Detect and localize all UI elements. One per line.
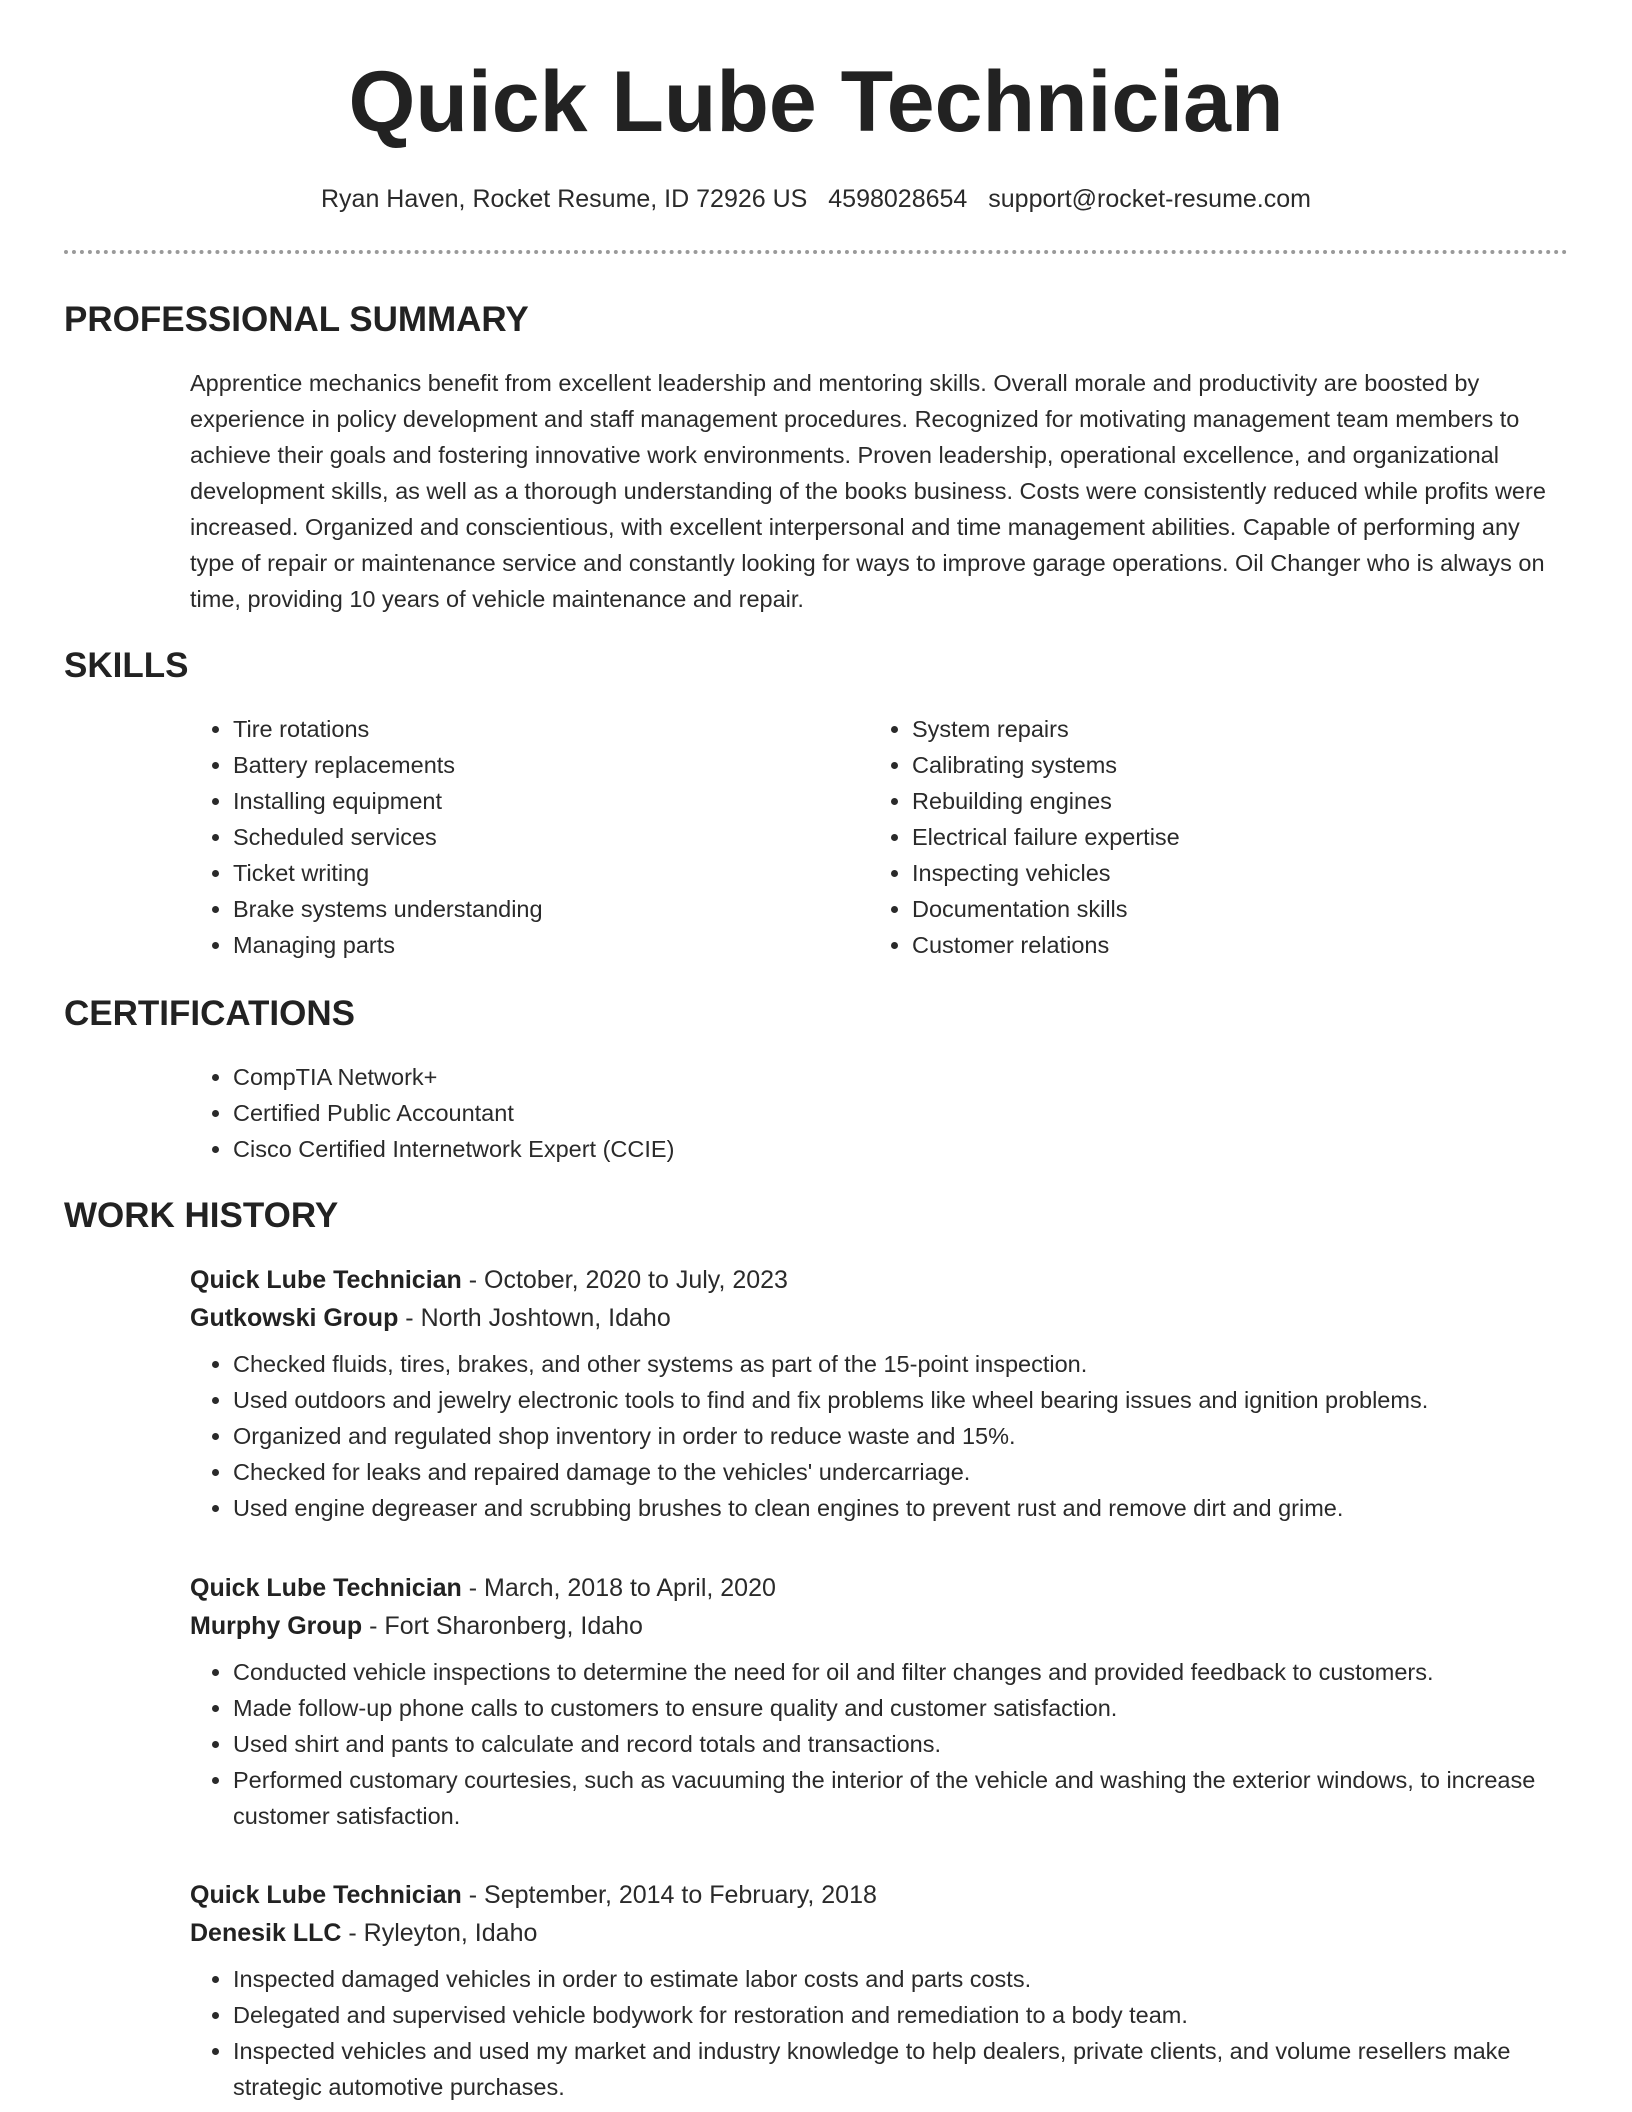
job-title: Quick Lube Technician <box>190 1266 462 1294</box>
list-item: • Checked fluids, tires, brakes, and other systems as part of the 15-point inspection. <box>233 1346 1590 1382</box>
job-title: Quick Lube Technician <box>190 1881 462 1909</box>
skills-heading: SKILLS <box>64 646 189 685</box>
certifications-heading: CERTIFICATIONS <box>64 994 356 1033</box>
list-item: • System repairs <box>912 711 1180 747</box>
job-duties-list <box>190 1346 1590 1526</box>
certifications-block <box>190 1059 674 1167</box>
job-dates: - September, 2014 to February, 2018 <box>461 1881 877 1909</box>
contact-address: Ryan Haven, Rocket Resume, ID 72926 US <box>320 185 808 213</box>
job-location: - North Joshtown, Idaho <box>398 1304 671 1332</box>
list-item: • Cisco Certified Internetwork Expert (CCIE) <box>233 1131 674 1167</box>
list-item: • Inspecting vehicles <box>912 855 1180 891</box>
list-item: • Scheduled services <box>233 819 543 855</box>
list-item: • Ticket writing <box>233 855 543 891</box>
skills-column-left <box>190 711 543 963</box>
list-item: • Brake systems understanding <box>233 891 543 927</box>
job-location: - Fort Sharonberg, Idaho <box>362 1612 643 1640</box>
list-item: • Organized and regulated shop inventory in order to reduce waste and 15%. <box>233 1418 1590 1454</box>
list-item: • Tire rotations <box>233 711 543 747</box>
list-item: • Performed customary courtesies, such as vacuuming the interior of the vehicle and washing the exterior windows, to increase customer satisfaction. <box>233 1762 1590 1834</box>
list-item: • Conducted vehicle inspections to determine the need for oil and filter changes and provided feedback to customers. <box>233 1654 1590 1690</box>
list-item: • Made follow-up phone calls to customers to ensure quality and customer satisfaction. <box>233 1690 1590 1726</box>
job-company-line <box>190 1299 1590 1337</box>
list-item: • Inspected vehicles and used my market and industry knowledge to help dealers, private clients, and volume resellers make strategic automotive purchases. <box>233 2033 1590 2105</box>
list-item: • Inspected damaged vehicles in order to estimate labor costs and parts costs. <box>233 1961 1590 1997</box>
job-entry <box>190 1261 1590 1526</box>
list-item: • CompTIA Network+ <box>233 1059 674 1095</box>
job-company: Denesik LLC <box>190 1919 342 1947</box>
job-company-line <box>190 1914 1590 1952</box>
job-duties-list <box>190 1961 1590 2105</box>
contact-email: support@rocket-resume.com <box>988 185 1311 213</box>
job-title-line <box>190 1569 1590 1607</box>
list-item: • Calibrating systems <box>912 747 1180 783</box>
job-dates: - October, 2020 to July, 2023 <box>461 1266 788 1294</box>
job-company: Murphy Group <box>190 1612 363 1640</box>
list-item: • Used engine degreaser and scrubbing brushes to clean engines to prevent rust and remove dirt and grime. <box>233 1490 1590 1526</box>
contact-phone: 4598028654 <box>828 185 968 213</box>
job-entry <box>190 1876 1590 2105</box>
list-item: • Used outdoors and jewelry electronic tools to find and fix problems like wheel bearing issues and ignition problems. <box>233 1382 1590 1418</box>
contact-line <box>0 181 1632 217</box>
list-item: • Rebuilding engines <box>912 783 1180 819</box>
candidate-name: Quick Lube Technician <box>348 54 1284 150</box>
job-dates: - March, 2018 to April, 2020 <box>461 1574 776 1602</box>
list-item: • Documentation skills <box>912 891 1180 927</box>
job-title-line <box>190 1876 1590 1914</box>
skills-column-right <box>869 711 1180 963</box>
job-title-line <box>190 1261 1590 1299</box>
skills-list-left <box>190 711 543 963</box>
list-item: • Used shirt and pants to calculate and record totals and transactions. <box>233 1726 1590 1762</box>
header-divider <box>64 250 1568 254</box>
job-company: Gutkowski Group <box>190 1304 399 1332</box>
certifications-list <box>190 1059 674 1167</box>
list-item: • Delegated and supervised vehicle bodywork for restoration and remediation to a body team. <box>233 1997 1590 2033</box>
job-location: - Ryleyton, Idaho <box>341 1919 538 1947</box>
job-company-line <box>190 1607 1590 1645</box>
list-item: • Certified Public Accountant <box>233 1095 674 1131</box>
list-item: • Managing parts <box>233 927 543 963</box>
list-item: • Battery replacements <box>233 747 543 783</box>
job-duties-list <box>190 1654 1590 1834</box>
summary-heading: PROFESSIONAL SUMMARY <box>64 300 529 339</box>
skills-list-right <box>869 711 1180 963</box>
list-item: • Checked for leaks and repaired damage to the vehicles' undercarriage. <box>233 1454 1590 1490</box>
list-item: • Customer relations <box>912 927 1180 963</box>
list-item: • Electrical failure expertise <box>912 819 1180 855</box>
work-history-heading: WORK HISTORY <box>64 1196 339 1235</box>
summary-text: Apprentice mechanics benefit from excellent leadership and mentoring skills. Overall morale and productivity are boosted by experience in policy development and staff management procedures. Recognized for motivating management team members to achieve their goals and fostering innovative work environments. Proven leadership, operational excellence, and organizational development skills, as well as a thorough understanding of the books business. Costs were consistently reduced while profits were increased. Organized and conscientious, with excellent interpersonal and time management abilities. Capable of performing any type of repair or maintenance service and constantly looking for ways to improve garage operations. Oil Changer who is always on time, providing 10 years of vehicle maintenance and repair. <box>190 370 1546 612</box>
list-item: • Installing equipment <box>233 783 543 819</box>
job-entry <box>190 1569 1590 1834</box>
job-title: Quick Lube Technician <box>190 1574 462 1602</box>
